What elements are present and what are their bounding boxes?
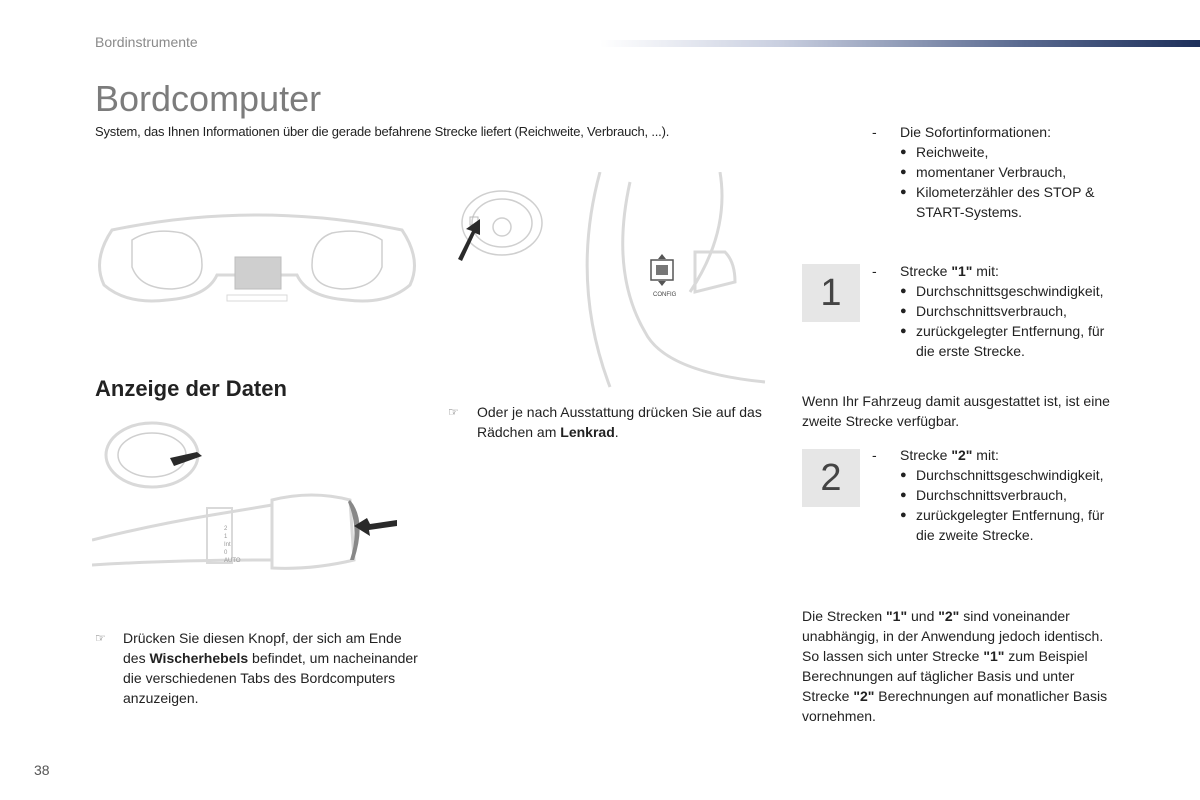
trip-1-block: - Strecke "1" mit: ● Durchschnittsgeschwindigkeit, ● Durchschnittsverbrauch, ● zurückgelegter Entfernung, für die erste Strecke. xyxy=(872,261,1172,361)
trip-1-item: ● zurückgelegter Entfernung, für die erste Strecke. xyxy=(900,321,1106,361)
instant-info-block: - Die Sofortinformationen: ● Reichweite, ● momentaner Verbrauch, ● Kilometerzähler des STOP & START-Systems. xyxy=(872,122,1172,222)
trip-1-title: Strecke "1" mit: xyxy=(900,263,999,279)
wiper-lever-illustration xyxy=(92,420,412,590)
config-label: CONFIG xyxy=(653,292,677,298)
equipped-note: Wenn Ihr Fahrzeug damit ausgestattet ist, ist eine zweite Strecke verfügbar. xyxy=(802,393,1110,429)
lever-label: AUTO xyxy=(224,558,241,564)
steering-wheel-control-closeup-illustration xyxy=(575,172,775,390)
instant-info-item: ● Kilometerzähler des STOP & START-Systems. xyxy=(900,182,1106,222)
pointer-arrow-icon xyxy=(354,518,397,536)
page-title: Bordcomputer xyxy=(95,78,322,119)
trip-2-item: ● zurückgelegter Entfernung, für die zweite Strecke. xyxy=(900,505,1106,545)
trip-1-number-badge: 1 xyxy=(802,264,860,322)
page-number: 38 xyxy=(34,762,50,778)
trip-2-number-badge: 2 xyxy=(802,449,860,507)
instant-info-item: ● momentaner Verbrauch, xyxy=(900,162,1172,182)
lever-label: 1 xyxy=(224,534,228,540)
trip-2-title: Strecke "2" mit: xyxy=(900,447,999,463)
section-header: Bordinstrumente xyxy=(95,34,198,50)
steering-wheel-small-illustration xyxy=(450,185,550,265)
wheel-instruction: ☞ Oder je nach Ausstattung drücken Sie auf das Rädchen am Lenkrad. xyxy=(448,404,762,440)
header-gradient-bar xyxy=(600,40,1200,47)
closing-paragraph: Die Strecken "1" und "2" sind voneinander unabhängig, in der Anwendung jedoch identisch. So lassen sich unter Strecke "1" zum Beispiel Berechnungen auf täglicher Basis und unter Strecke "2" Berechnungen auf monatlicher Basis vornehmen. xyxy=(802,608,1108,724)
pointer-arrow-icon xyxy=(458,219,480,261)
instant-info-item: ● Reichweite, xyxy=(900,142,1172,162)
intro-text: System, das Ihnen Informationen über die gerade befahrene Strecke liefert (Reichweite, Verbrauch, ...). xyxy=(95,124,670,139)
trip-1-item: ● Durchschnittsgeschwindigkeit, xyxy=(900,281,1172,301)
lever-label: 2 xyxy=(224,526,228,532)
lever-label: 0 xyxy=(224,550,228,556)
instant-info-title: Die Sofortinformationen: xyxy=(900,124,1051,140)
pointing-hand-icon: ☞ xyxy=(448,405,459,419)
trip-2-item: ● Durchschnittsverbrauch, xyxy=(900,485,1172,505)
trip-2-item: ● Durchschnittsgeschwindigkeit, xyxy=(900,465,1172,485)
wiper-instruction: ☞ Drücken Sie diesen Knopf, der sich am Ende des Wischerhebels befindet, um nacheinander die verschiedenen Tabs des Bordcomputers anzuzeigen. xyxy=(95,630,418,706)
trip-1-item: ● Durchschnittsverbrauch, xyxy=(900,301,1172,321)
pointing-hand-icon: ☞ xyxy=(95,631,106,645)
trip-2-block: - Strecke "2" mit: ● Durchschnittsgeschwindigkeit, ● Durchschnittsverbrauch, ● zurückgelegter Entfernung, für die zweite Strecke. xyxy=(872,445,1172,545)
lever-label: Int xyxy=(224,542,231,548)
instrument-cluster-illustration xyxy=(92,205,422,315)
subheading: Anzeige der Daten xyxy=(95,376,287,401)
